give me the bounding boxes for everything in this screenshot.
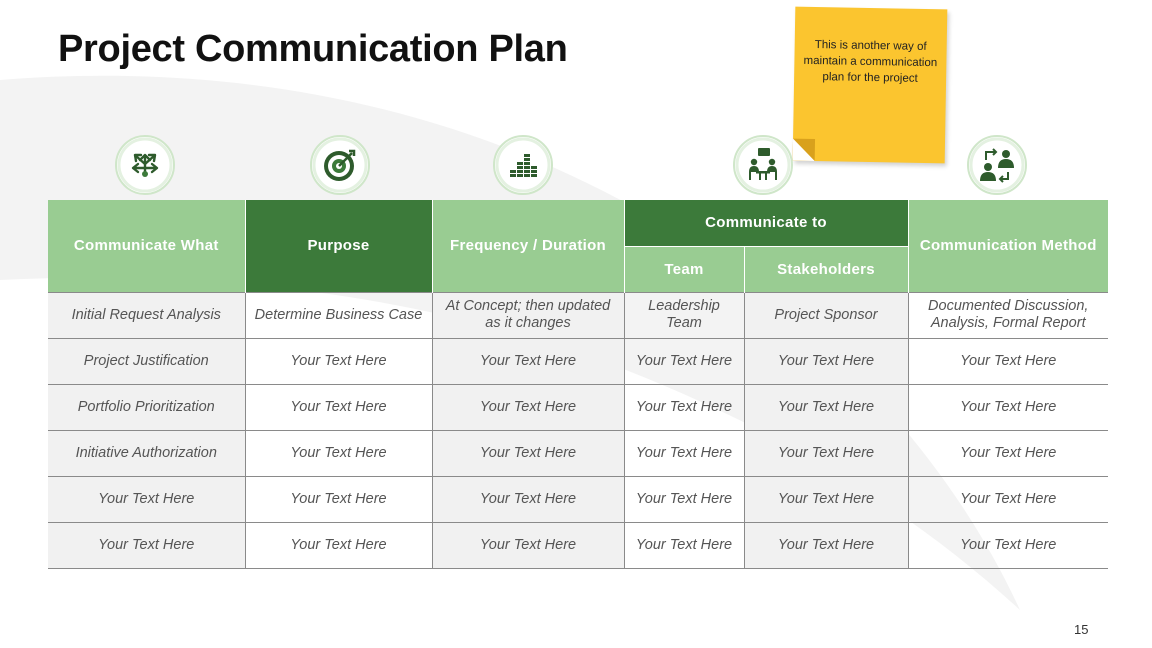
table-cell: Determine Business Case	[245, 292, 432, 338]
table-cell: Your Text Here	[624, 384, 744, 430]
table-cell: Your Text Here	[624, 338, 744, 384]
header-frequency-duration: Frequency / Duration	[432, 200, 624, 292]
table-cell: Project Sponsor	[744, 292, 908, 338]
table-cell: Leadership Team	[624, 292, 744, 338]
header-communicate-what: Communicate What	[48, 200, 245, 292]
page-number: 15	[1074, 622, 1089, 637]
table-cell: Your Text Here	[432, 430, 624, 476]
table-cell: Your Text Here	[744, 384, 908, 430]
table-cell: Your Text Here	[744, 476, 908, 522]
table-cell: Your Text Here	[744, 338, 908, 384]
bar-chart-icon	[492, 134, 554, 196]
table-row	[48, 430, 1108, 476]
table-cell: Your Text Here	[624, 430, 744, 476]
table-cell: Your Text Here	[245, 522, 432, 568]
target-icon	[309, 134, 371, 196]
table-cell: Your Text Here	[48, 476, 245, 522]
table-row	[48, 476, 1108, 522]
table-cell: Your Text Here	[744, 430, 908, 476]
table-cell: Project Justification	[48, 338, 245, 384]
sticky-note-text: This is another way of maintain a communication plan for the project	[803, 39, 938, 85]
header-communicate-to: Communicate to	[624, 200, 908, 246]
header-team: Team	[624, 246, 744, 292]
table-cell: Your Text Here	[245, 338, 432, 384]
table-cell: Your Text Here	[245, 384, 432, 430]
sticky-note	[793, 7, 948, 164]
table-row	[48, 338, 1108, 384]
communication-plan-table	[48, 200, 1108, 569]
meeting-icon	[732, 134, 794, 196]
table-row	[48, 384, 1108, 430]
table-row	[48, 292, 1108, 338]
header-communication-method: Communication Method	[908, 200, 1108, 292]
table-cell: Your Text Here	[624, 476, 744, 522]
table-cell: Your Text Here	[908, 430, 1108, 476]
table-cell: Documented Discussion, Analysis, Formal Report	[908, 292, 1108, 338]
table-cell: Your Text Here	[432, 476, 624, 522]
table-row	[48, 522, 1108, 568]
header-stakeholders: Stakeholders	[744, 246, 908, 292]
table-cell: Your Text Here	[624, 522, 744, 568]
table-cell: Initiative Authorization	[48, 430, 245, 476]
header-purpose: Purpose	[245, 200, 432, 292]
table-cell: At Concept; then updated as it changes	[432, 292, 624, 338]
table-cell: Your Text Here	[432, 338, 624, 384]
table-cell: Your Text Here	[245, 476, 432, 522]
people-exchange-icon	[966, 134, 1028, 196]
table-cell: Your Text Here	[432, 384, 624, 430]
table-cell: Your Text Here	[245, 430, 432, 476]
direction-arrows-icon	[114, 134, 176, 196]
table-cell: Your Text Here	[908, 384, 1108, 430]
table-cell: Your Text Here	[908, 476, 1108, 522]
table-cell: Your Text Here	[744, 522, 908, 568]
page-title: Project Communication Plan	[58, 28, 568, 70]
table-cell: Initial Request Analysis	[48, 292, 245, 338]
table-cell: Your Text Here	[432, 522, 624, 568]
table-cell: Your Text Here	[48, 522, 245, 568]
table-cell: Your Text Here	[908, 522, 1108, 568]
table-cell: Portfolio Prioritization	[48, 384, 245, 430]
sticky-note-fold	[793, 139, 815, 161]
table-cell: Your Text Here	[908, 338, 1108, 384]
